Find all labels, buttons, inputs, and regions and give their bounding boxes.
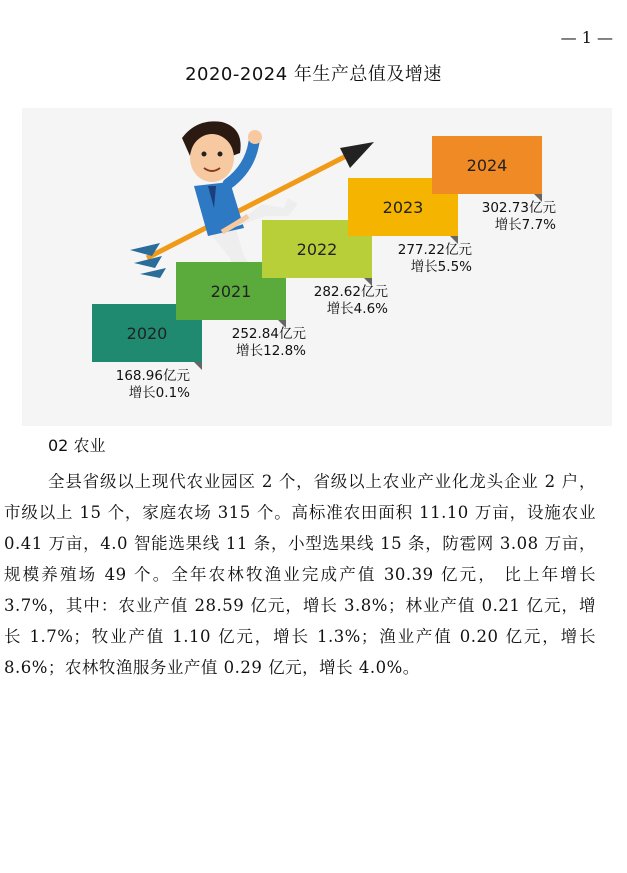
step-label-2021 xyxy=(210,326,306,360)
step-year-2021: 2021 xyxy=(210,281,252,301)
growth-2022: 增长4.6% xyxy=(326,301,388,317)
step-label-2024 xyxy=(456,200,556,234)
growth-2020: 增长0.1% xyxy=(128,385,190,401)
growth-2021: 增长12.8% xyxy=(236,343,306,359)
page-number: — 1 — xyxy=(560,28,613,47)
step-label-2022 xyxy=(288,284,388,318)
step-year-2024: 2024 xyxy=(466,155,508,175)
step-fold-2020 xyxy=(194,362,202,370)
step-2024 xyxy=(432,136,542,194)
value-2022: 282.62亿元 xyxy=(313,284,388,300)
step-label-2023 xyxy=(372,242,472,276)
gdp-staircase-figure xyxy=(22,108,612,426)
figure-title: 2020-2024 年生产总值及增速 xyxy=(185,64,442,85)
section-heading: 02 农业 xyxy=(48,436,106,455)
step-year-2023: 2023 xyxy=(382,197,424,217)
step-year-2022: 2022 xyxy=(296,239,338,259)
step-year-2020: 2020 xyxy=(126,323,168,343)
growth-arrow-head xyxy=(340,142,374,168)
value-2020: 168.96亿元 xyxy=(115,368,190,384)
value-2021: 252.84亿元 xyxy=(231,326,306,342)
value-2024: 302.73亿元 xyxy=(481,200,556,216)
growth-2024: 增长7.7% xyxy=(494,217,556,233)
body-paragraph: 全县省级以上现代农业园区 2 个，省级以上农业产业化龙头企业 2 户，市级以上 15 个，家庭农场 315 个。高标准农田面积 11.10 万亩，设施农业 0.41 万亩，4.0 智能选果线 11 条，小型选果线 15 条，防雹网 3.08 万亩，规模养殖场 49 个。全年农林牧渔业完成产值 30.39 亿元， 比上年增长 3.7%，其中：农业产值 28.59 亿元，增长 3.8%；林业产值 0.21 亿元，增长 1.7%；牧业产值 1.10 亿元，增长 1.3%；渔业产值 0.20 亿元，增长 8.6%；农林牧渔服务业产值 0.29 亿元，增长 4.0%。 xyxy=(4,472,596,677)
value-2023: 277.22亿元 xyxy=(397,242,472,258)
step-label-2020 xyxy=(90,368,190,402)
growth-2023: 增长5.5% xyxy=(410,259,472,275)
